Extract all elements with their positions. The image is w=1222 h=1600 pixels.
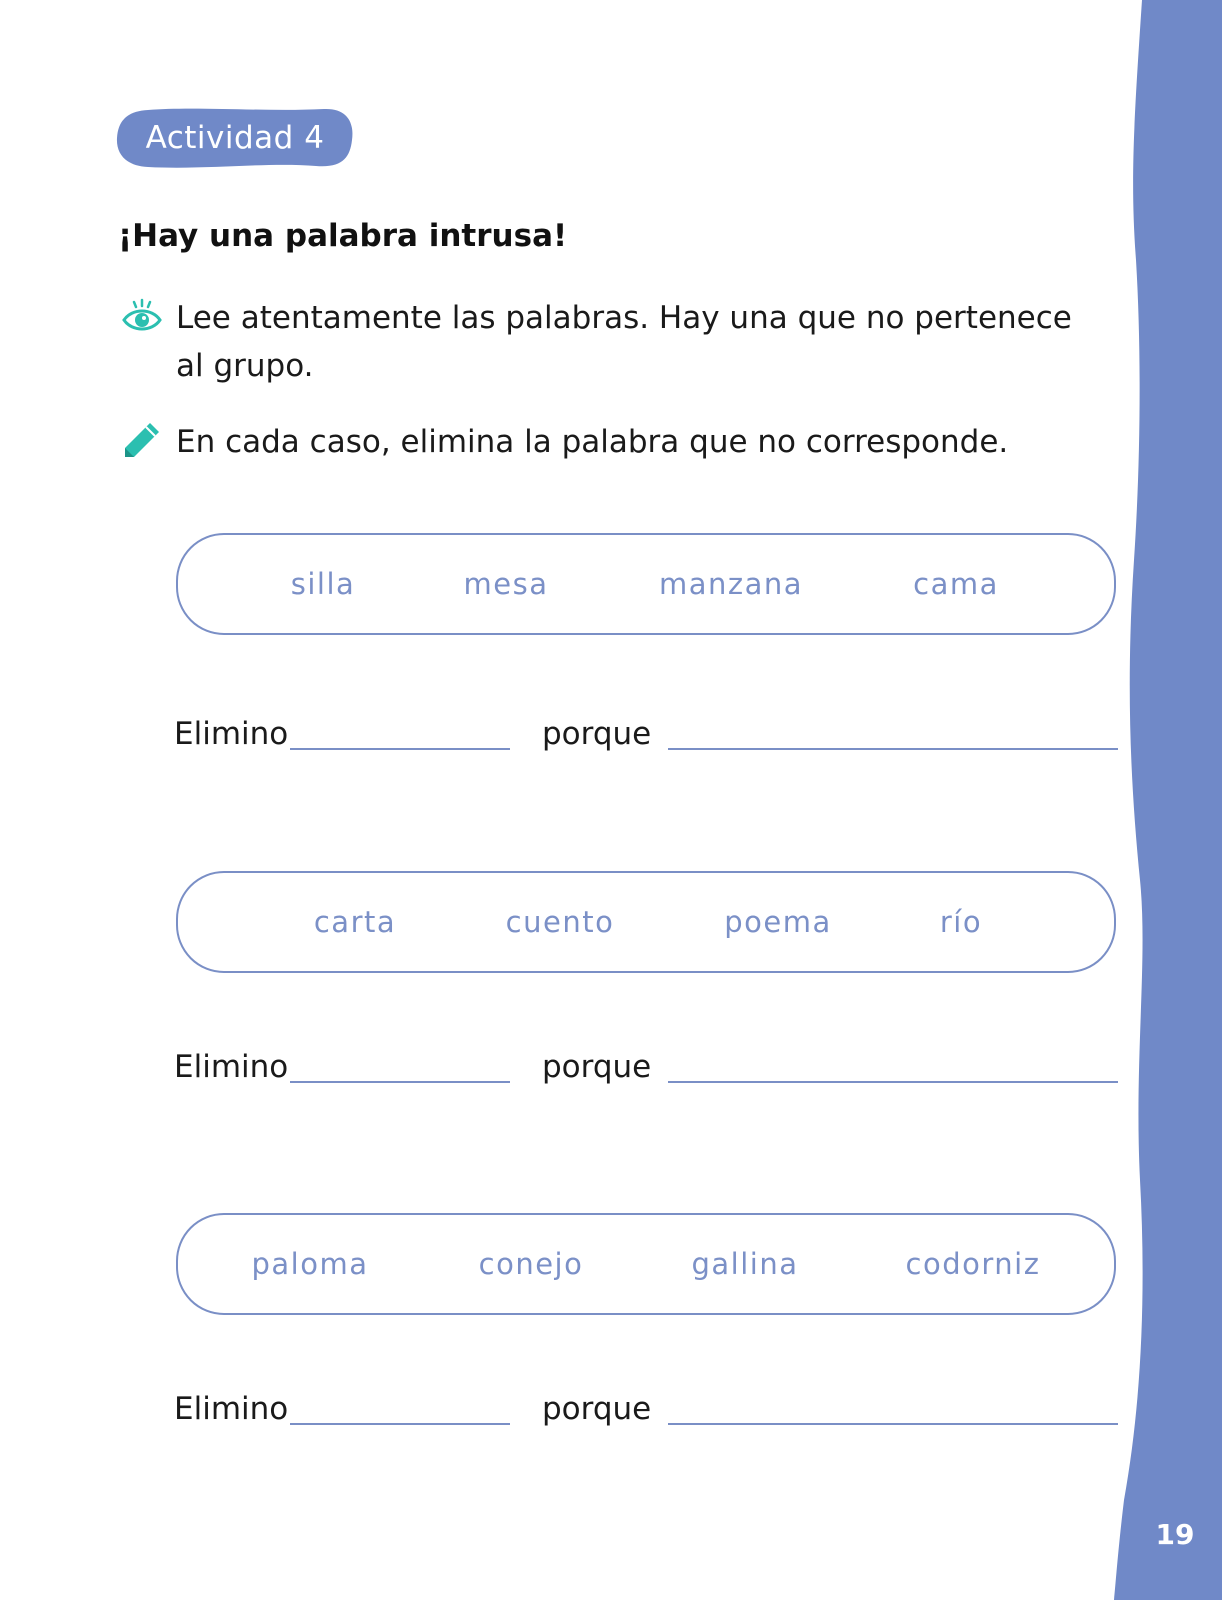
word-group-2 — [176, 871, 1116, 973]
instruction-eliminate — [122, 418, 1082, 466]
word-option[interactable]: conejo — [478, 1247, 584, 1281]
word-option[interactable]: manzana — [658, 567, 804, 601]
reason-blank[interactable] — [668, 1423, 1118, 1425]
instruction-read — [122, 294, 1082, 390]
word-group-3 — [176, 1213, 1116, 1315]
side-band — [1090, 0, 1222, 1600]
word-option[interactable]: silla — [290, 567, 356, 601]
eliminate-label: Elimino — [174, 716, 289, 752]
page-title: ¡Hay una palabra intrusa! — [118, 218, 568, 254]
eliminate-label: Elimino — [174, 1391, 289, 1427]
word-option[interactable]: mesa — [463, 567, 549, 601]
eye-icon — [122, 296, 162, 336]
answer-row-1 — [174, 700, 1119, 760]
word-option[interactable]: paloma — [251, 1247, 369, 1281]
word-option[interactable]: poema — [724, 905, 832, 939]
word-option[interactable]: carta — [313, 905, 397, 939]
because-label: porque — [542, 1049, 652, 1085]
reason-blank[interactable] — [668, 1081, 1118, 1083]
word-option[interactable]: codorniz — [905, 1247, 1041, 1281]
word-group-1 — [176, 533, 1116, 635]
answer-row-2 — [174, 1033, 1119, 1093]
answer-row-3 — [174, 1375, 1119, 1435]
because-label: porque — [542, 716, 652, 752]
eliminated-word-blank[interactable] — [290, 1423, 510, 1425]
because-label: porque — [542, 1391, 652, 1427]
word-option[interactable]: río — [939, 905, 983, 939]
word-option[interactable]: cama — [913, 567, 999, 601]
word-option[interactable]: gallina — [691, 1247, 799, 1281]
activity-badge — [116, 106, 354, 170]
reason-blank[interactable] — [668, 748, 1118, 750]
instruction-read-text: Lee atentamente las palabras. Hay una que no pertenece al grupo. — [176, 300, 1072, 384]
word-option[interactable]: cuento — [505, 905, 615, 939]
eliminated-word-blank[interactable] — [290, 748, 510, 750]
instruction-eliminate-text: En cada caso, elimina la palabra que no corresponde. — [176, 424, 1009, 460]
eliminated-word-blank[interactable] — [290, 1081, 510, 1083]
page-number: 19 — [1155, 1518, 1195, 1551]
activity-label: Actividad 4 — [145, 120, 325, 156]
eliminate-label: Elimino — [174, 1049, 289, 1085]
pencil-icon — [122, 420, 162, 460]
